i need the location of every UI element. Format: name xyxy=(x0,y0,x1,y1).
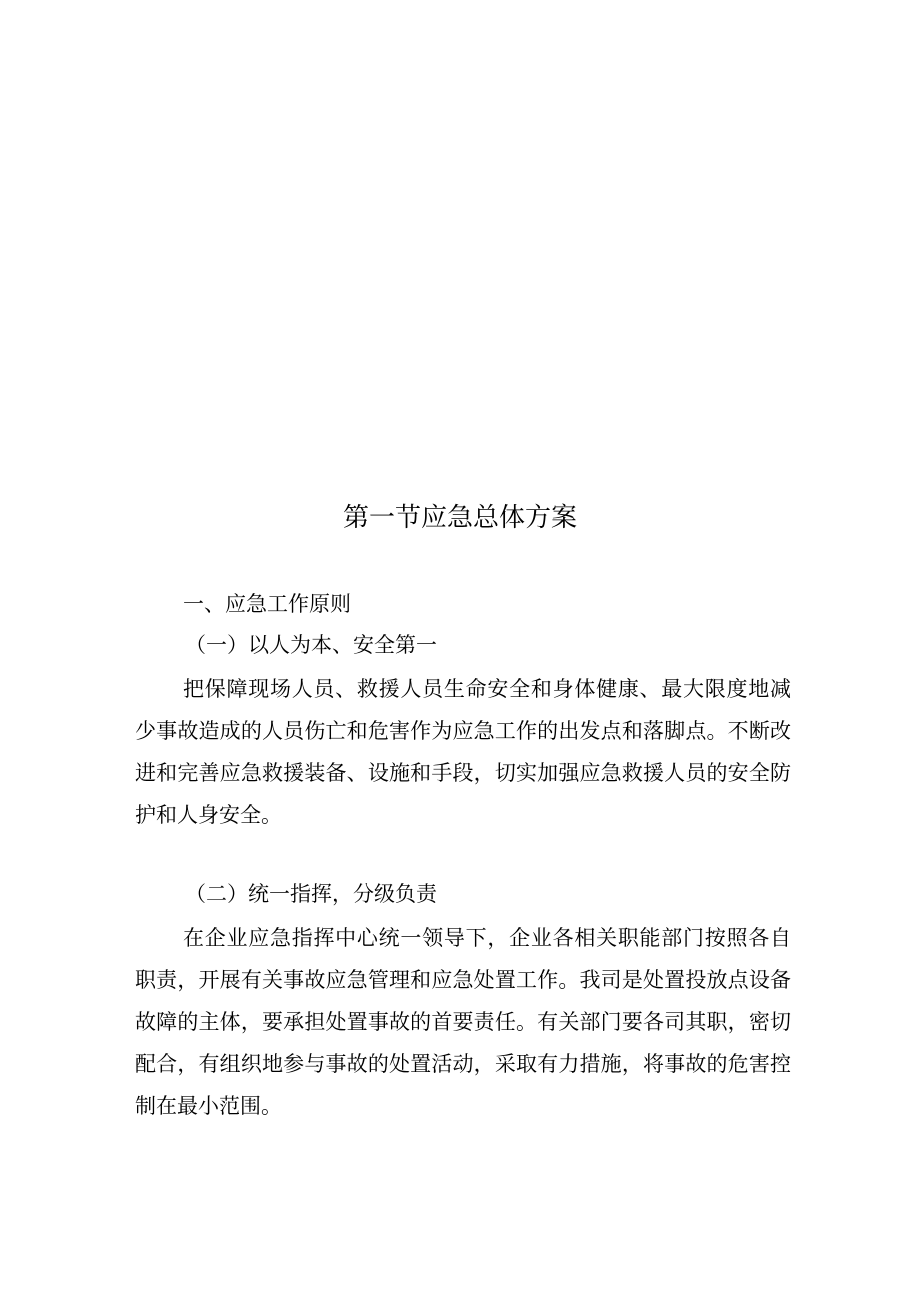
paragraph-spacer xyxy=(135,836,791,876)
page-title: 第一节应急总体方案 xyxy=(342,503,577,533)
subsection-paragraph-2: 在企业应急指挥中心统一领导下，企业各相关职能部门按照各自职责，开展有关事故应急管理和应急处置工作。我司是处置投放点设备故障的主体，要承担处置事故的首要责任。有关部门要各司其职，密切配合，有组织地参与事故的处置活动，采取有力措施，将事故的危害控制在最小范围。 xyxy=(135,926,791,1118)
section-heading: 一、应急工作原则 xyxy=(183,592,351,616)
subsection-paragraph-1: 把保障现场人员、救援人员生命安全和身体健康、最大限度地减少事故造成的人员伤亡和危害作为应急工作的出发点和落脚点。不断改进和完善应急救援装备、设施和手段，切实加强应急救援人员的安全防护和人身安全。 xyxy=(135,677,791,827)
document-body xyxy=(135,586,791,1127)
subsection-heading-2: （二）统一指挥，分级负责 xyxy=(185,882,437,906)
subsection-heading-1: （一）以人为本、安全第一 xyxy=(185,633,437,657)
